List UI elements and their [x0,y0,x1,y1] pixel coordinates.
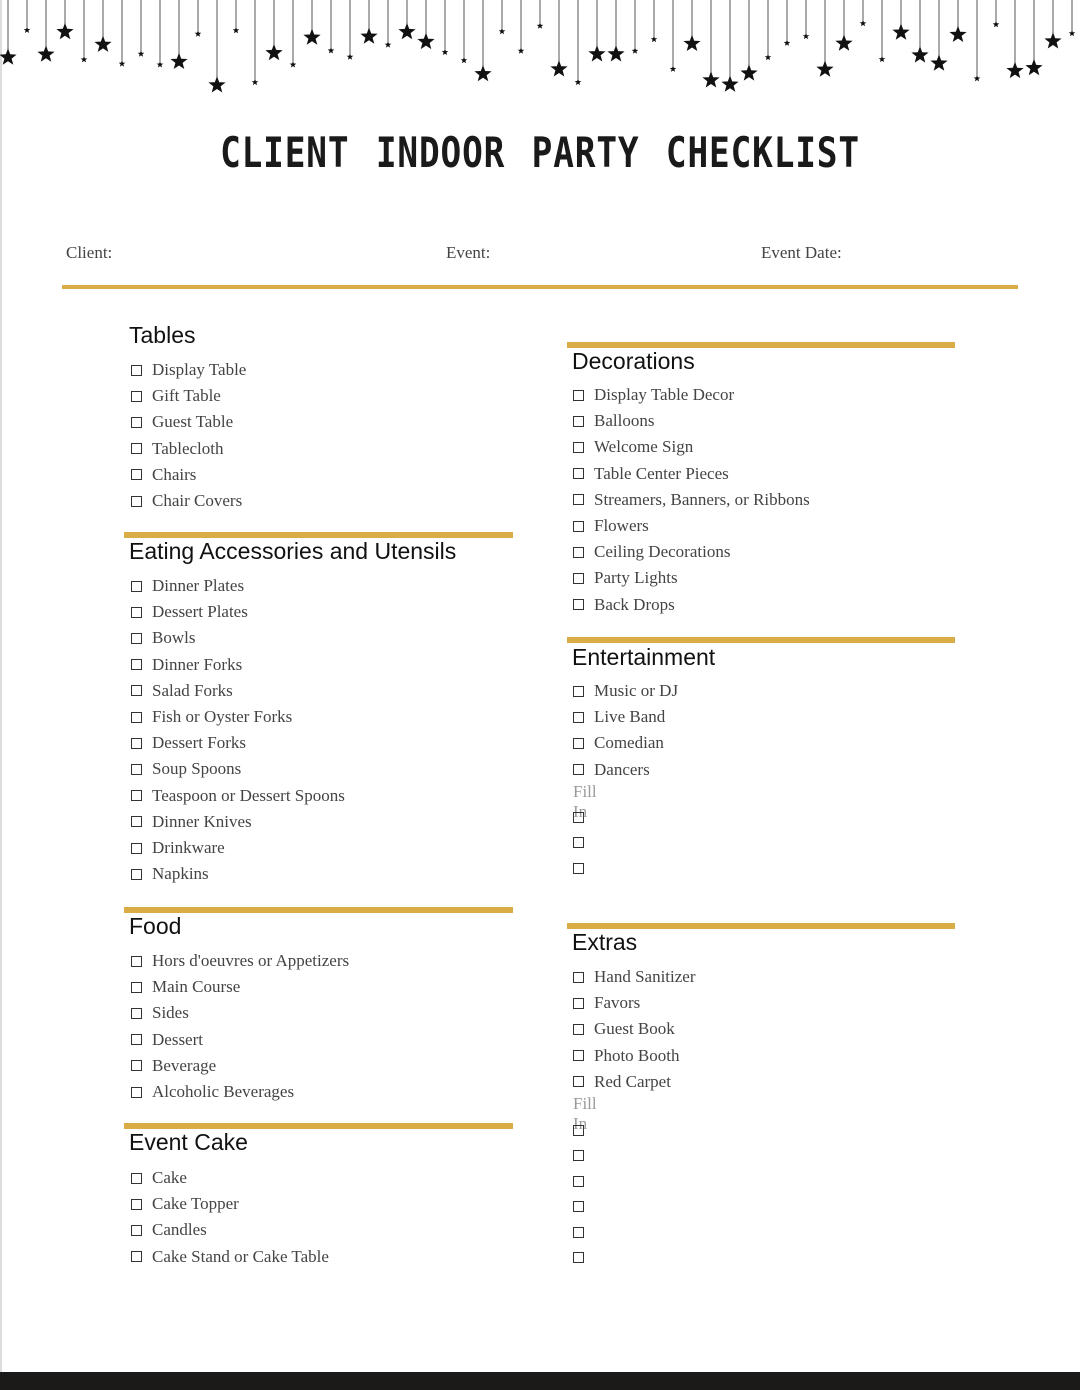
section-heading: Event Cake [129,1129,248,1155]
section-heading: Eating Accessories and Utensils [129,538,457,564]
checkbox[interactable] [573,1125,584,1136]
checkbox[interactable] [131,764,142,775]
star-icon [252,79,259,85]
checklist-item-label: Favors [594,993,641,1013]
checkbox[interactable] [131,391,142,402]
checklist-item-label: Salad Forks [152,680,233,700]
checkbox[interactable] [573,390,584,401]
checklist-item[interactable] [573,706,665,728]
checkbox[interactable] [131,1251,142,1262]
checklist-item-label: Sides [152,1003,189,1023]
checklist-item[interactable] [131,732,246,754]
checklist-item-label: Dancers [594,759,650,779]
checklist-item-label: Welcome Sign [594,437,694,457]
checkbox[interactable] [573,599,584,610]
checklist-item[interactable] [131,654,242,676]
checklist-item[interactable] [131,1246,329,1268]
checklist-item[interactable] [573,732,664,754]
star-icon [233,27,240,33]
checklist-item[interactable] [131,490,242,512]
fill-in-label: Fill In [573,1094,597,1133]
checklist-item-label: Gift Table [152,386,221,406]
star-icon [442,49,449,55]
star-icon [417,33,434,49]
checklist-item[interactable] [131,411,233,433]
checklist-item-label: Cake Topper [152,1194,239,1214]
checklist-item-label: Cake [152,1168,187,1187]
blank-checklist-item[interactable] [573,1145,594,1167]
checklist-item-label: Bowls [152,628,196,648]
checkbox[interactable] [131,869,142,880]
star-icon [607,45,624,61]
checklist-item-label: Fish or Oyster Forks [152,707,293,726]
checklist-item[interactable] [131,575,244,597]
checklist-item-label: Hand Sanitizer [594,967,696,986]
blank-checklist-item[interactable] [573,1196,594,1218]
checklist-item-label: Chair Covers [152,491,243,510]
checklist-item[interactable] [573,759,650,781]
page-edge [0,0,2,1372]
star-icon [993,21,1000,27]
header-divider [62,285,1018,289]
checkbox[interactable] [573,972,584,983]
star-icon [138,50,145,56]
checklist-item-label: Party Lights [594,568,678,588]
checkbox[interactable] [131,738,142,749]
fill-in-label: Fill In [573,782,597,821]
checklist-item-label: Alcoholic Beverages [152,1082,295,1101]
blank-checklist-item[interactable] [573,806,594,828]
checklist-item-label: Beverage [152,1055,217,1075]
checklist-item[interactable] [131,706,292,728]
star-icon [265,44,282,60]
checkbox[interactable] [131,1199,142,1210]
checklist-item-label: Dessert [152,1029,203,1049]
checklist-item-label: Napkins [152,864,209,884]
star-icon [360,28,377,44]
checkbox[interactable] [131,496,142,507]
star-icon [119,60,126,66]
star-icon [1044,32,1061,48]
checklist-item[interactable] [573,1071,671,1093]
star-icon [930,54,947,70]
section-heading: Food [129,913,182,939]
checklist-item[interactable] [573,1045,680,1067]
checkbox[interactable] [131,1034,142,1045]
checkbox[interactable] [131,417,142,428]
checkbox[interactable] [131,1173,142,1184]
checklist-item-label: Candles [152,1220,207,1240]
checkbox[interactable] [573,1227,584,1238]
star-icon [24,27,31,33]
star-icon [550,60,567,76]
checklist-item[interactable] [573,515,649,537]
checkbox[interactable] [131,633,142,644]
star-icon [949,26,966,42]
checklist-item-label: Dessert Plates [152,602,248,622]
star-icon [1025,59,1042,75]
checklist-item-label: Soup Spoons [152,759,242,779]
checkbox[interactable] [573,1201,584,1212]
checklist-item[interactable] [131,1193,239,1215]
checklist-item[interactable] [131,438,224,460]
checklist-item-label: Display Table Decor [594,385,735,404]
star-icon [651,36,658,42]
checklist-item-label: Chairs [152,464,197,484]
checklist-item[interactable] [131,758,241,780]
star-icon [1006,62,1023,78]
checklist-item-label: Comedian [594,733,664,753]
star-icon [518,47,525,53]
checklist-item[interactable] [131,1219,207,1241]
checkbox[interactable] [573,1150,584,1161]
checklist-item-label: Guest Table [152,412,234,432]
checkbox[interactable] [131,443,142,454]
checklist-item[interactable] [131,601,248,623]
checkbox[interactable] [573,468,584,479]
checklist-item-label: Back Drops [594,594,675,614]
checklist-item-label: Dinner Knives [152,811,252,831]
checklist-item[interactable] [573,384,734,406]
checkbox[interactable] [573,1252,584,1263]
footer-bar [0,1372,1080,1390]
checkbox[interactable] [573,1176,584,1187]
checklist-item[interactable] [573,1018,675,1040]
checkbox[interactable] [131,1087,142,1098]
section-heading: Decorations [572,348,695,374]
checkbox[interactable] [131,469,142,480]
section-divider [567,637,955,643]
star-icon [56,23,73,39]
checkbox[interactable] [573,998,584,1009]
checklist-item-label: Balloons [594,411,655,431]
checklist-item-label: Teaspoon or Dessert Spoons [152,785,345,805]
star-icon [879,56,886,62]
star-icon [816,61,833,77]
checkbox[interactable] [131,843,142,854]
checklist-item[interactable] [131,950,349,972]
event-label: Event: [446,243,491,262]
checkbox[interactable] [131,1008,142,1019]
checklist-item-label: Main Course [152,977,241,997]
checklist-item-label: Table Center Pieces [594,463,729,483]
checklist-item-label: Streamers, Banners, or Ribbons [594,489,810,509]
checklist-item[interactable] [131,976,240,998]
checklist-item-label: Dessert Forks [152,733,246,753]
blank-checklist-item[interactable] [573,832,594,854]
star-icon [0,48,17,64]
star-icon [860,20,867,26]
star-icon [1069,30,1076,36]
star-icon [328,47,335,53]
checklist-item-label: Hors d'oeuvres or Appetizers [152,951,350,970]
checklist-item[interactable] [131,680,233,702]
star-icon [765,54,772,60]
checklist-item[interactable] [131,785,345,807]
section-heading: Tables [129,322,196,348]
star-icon [911,46,928,62]
checklist-item[interactable] [131,1002,189,1024]
checkbox[interactable] [131,581,142,592]
star-icon [835,35,852,51]
checklist-item-label: Tablecloth [152,438,224,458]
checkbox[interactable] [573,712,584,723]
checklist-item[interactable] [131,359,246,381]
checklist-item-label: Live Band [594,707,666,727]
star-icon [702,71,719,87]
checklist-item[interactable] [131,1167,187,1189]
checkbox[interactable] [573,573,584,584]
star-icon [683,35,700,51]
blank-checklist-item[interactable] [573,1170,594,1192]
star-icon [670,66,677,72]
checkbox[interactable] [131,816,142,827]
checklist-item[interactable] [131,811,252,833]
page-title: CLIENT INDOOR PARTY CHECKLIST [220,128,860,177]
star-icon [385,41,392,47]
checklist-item-label: Flowers [594,516,649,535]
star-icon [499,28,506,34]
checklist-item[interactable] [131,1055,216,1077]
star-icon [290,61,297,67]
checklist-item[interactable] [573,463,729,485]
checklist-item-label: Music or DJ [594,681,679,700]
checkbox[interactable] [573,764,584,775]
blank-checklist-item[interactable] [573,1119,594,1141]
star-icon [474,65,491,81]
checkbox[interactable] [131,365,142,376]
checklist-item[interactable] [573,436,693,458]
star-icon [588,45,605,61]
checklist-item-label: Dinner Plates [152,576,245,595]
checklist-item[interactable] [131,385,221,407]
checklist-item[interactable] [573,541,730,563]
checkbox[interactable] [573,837,584,848]
section-heading: Entertainment [572,644,716,670]
checklist-item[interactable] [573,410,654,432]
star-icon [632,47,639,53]
checkbox[interactable] [131,956,142,967]
star-icon [784,40,791,46]
hanging-stars-decoration [0,0,1080,110]
checkbox[interactable] [131,659,142,670]
checkbox[interactable] [573,686,584,697]
checklist-item-label: Guest Book [594,1019,675,1039]
checkbox[interactable] [131,982,142,993]
event-date-label: Event Date: [761,243,842,262]
blank-checklist-item[interactable] [573,1247,594,1269]
star-icon [37,46,54,62]
star-icon [974,75,981,81]
checklist-item-label: Display Table [152,360,247,379]
checkbox[interactable] [573,1024,584,1035]
star-icon [398,23,415,39]
star-icon [892,24,909,40]
checkbox[interactable] [573,494,584,505]
star-icon [94,36,111,52]
checkbox[interactable] [573,416,584,427]
checklist-item-label: Cake Stand or Cake Table [152,1246,329,1266]
star-icon [803,33,810,39]
section-divider [124,907,513,913]
checkbox[interactable] [131,607,142,618]
client-label: Client: [66,243,113,262]
section-heading: Extras [572,929,638,955]
checkbox[interactable] [131,1060,142,1071]
checklist-item[interactable] [131,1029,203,1051]
star-icon [195,30,202,36]
checkbox[interactable] [573,738,584,749]
star-icon [157,61,164,67]
checkbox[interactable] [131,685,142,696]
star-icon [740,64,757,80]
checklist-item-label: Ceiling Decorations [594,542,731,562]
star-icon [575,79,582,85]
checkbox[interactable] [573,812,584,823]
star-icon [721,76,738,92]
checklist-item[interactable] [131,464,196,486]
checklist-item[interactable] [573,489,810,511]
checkbox[interactable] [573,1050,584,1061]
checkbox[interactable] [573,442,584,453]
checklist-item[interactable] [131,863,209,885]
checklist-item[interactable] [131,627,195,649]
checklist-item[interactable] [573,567,678,589]
checklist-item[interactable] [573,992,640,1014]
checkbox[interactable] [573,521,584,532]
checklist-item-label: Dinner Forks [152,654,243,674]
checklist-item-label: Red Carpet [594,1071,671,1091]
checklist-item[interactable] [573,966,696,988]
star-icon [81,56,88,62]
checklist-item-label: Drinkware [152,838,225,857]
checklist-item[interactable] [573,680,678,702]
star-icon [461,57,468,63]
blank-checklist-item[interactable] [573,857,594,879]
star-icon [208,76,225,92]
blank-checklist-item[interactable] [573,1221,594,1243]
checkbox[interactable] [573,547,584,558]
star-icon [537,23,544,29]
checklist-item[interactable] [573,594,675,616]
checklist-item-label: Photo Booth [594,1045,680,1065]
checkbox[interactable] [131,712,142,723]
checkbox[interactable] [573,1076,584,1087]
star-icon [303,29,320,45]
checklist-item[interactable] [131,837,225,859]
star-icon [347,53,354,59]
checkbox[interactable] [131,1225,142,1236]
checklist-item[interactable] [131,1081,294,1103]
star-icon [170,53,187,69]
checkbox[interactable] [573,863,584,874]
checkbox[interactable] [131,790,142,801]
